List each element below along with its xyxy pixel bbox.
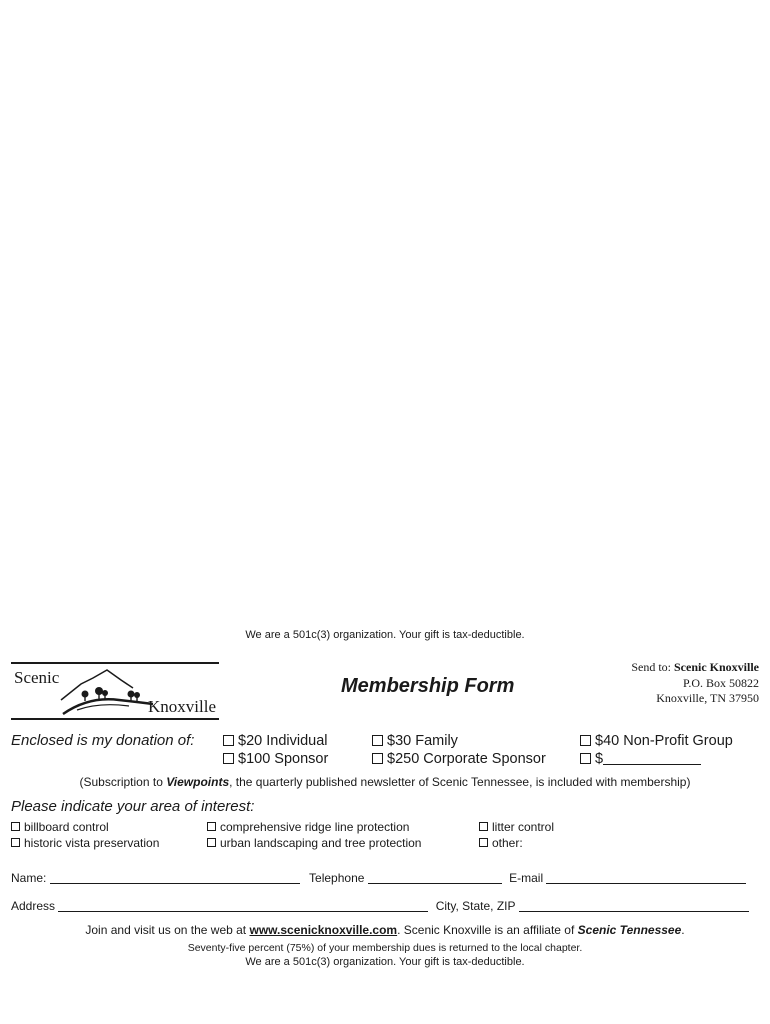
interest-litter[interactable]: litter control	[479, 820, 554, 834]
contact-row	[11, 871, 746, 885]
address-label: Address	[11, 899, 56, 913]
newsletter-name: Viewpoints	[166, 775, 230, 789]
name-label: Name:	[11, 871, 47, 885]
checkbox-icon[interactable]	[580, 753, 591, 764]
logo	[11, 660, 219, 722]
interest-ridge-line[interactable]: comprehensive ridge line protection	[207, 820, 409, 834]
checkbox-icon[interactable]	[479, 838, 488, 847]
donation-label: Enclosed is my donation of:	[11, 732, 195, 749]
bottom-tax-note: We are a 501c(3) organization. Your gift is tax-deductible.	[245, 956, 525, 968]
form-title: Membership Form	[341, 675, 515, 697]
name-field[interactable]	[50, 871, 300, 884]
donation-option-40[interactable]: $40 Non-Profit Group	[580, 733, 733, 749]
checkbox-icon[interactable]	[223, 753, 234, 764]
address-row	[11, 899, 749, 913]
donation-option-250[interactable]: $250 Corporate Sponsor	[372, 751, 546, 767]
checkbox-icon[interactable]	[372, 735, 383, 746]
city-field[interactable]	[519, 899, 749, 912]
checkbox-icon[interactable]	[372, 753, 383, 764]
checkbox-icon[interactable]	[479, 822, 488, 831]
checkbox-icon[interactable]	[580, 735, 591, 746]
telephone-label: Telephone	[309, 871, 365, 885]
website-link[interactable]: www.scenicknoxville.com	[249, 923, 398, 937]
donation-option-20[interactable]: $20 Individual	[223, 733, 328, 749]
checkbox-icon[interactable]	[11, 838, 20, 847]
email-field[interactable]	[546, 871, 746, 884]
email-label: E-mail	[509, 871, 544, 885]
interest-urban-landscaping[interactable]: urban landscaping and tree protection	[207, 836, 421, 850]
send-to-prefix: Send to:	[631, 660, 671, 674]
donation-amount-line[interactable]	[603, 752, 701, 765]
affiliate-name: Scenic Tennessee	[577, 923, 682, 937]
donation-option-other[interactable]: $	[580, 751, 701, 767]
interest-other[interactable]: other:	[479, 836, 523, 850]
interest-billboard[interactable]: billboard control	[11, 820, 109, 834]
interest-historic-vista[interactable]: historic vista preservation	[11, 836, 159, 850]
logo-top-rule	[11, 662, 219, 664]
telephone-field[interactable]	[368, 871, 502, 884]
send-to-pobox: P.O. Box 50822	[682, 675, 759, 690]
checkbox-icon[interactable]	[207, 838, 216, 847]
donation-option-30[interactable]: $30 Family	[372, 733, 458, 749]
checkbox-icon[interactable]	[207, 822, 216, 831]
send-to-org: Scenic Knoxville	[674, 660, 759, 674]
send-to-city: Knoxville, TN 37950	[656, 691, 759, 705]
donation-option-100[interactable]: $100 Sponsor	[223, 751, 328, 767]
send-to-block	[631, 660, 759, 707]
dues-note: Seventy-five percent (75%) of your membership dues is returned to the local chapter.	[187, 942, 583, 954]
checkbox-icon[interactable]	[223, 735, 234, 746]
city-label: City, State, ZIP	[435, 899, 516, 913]
checkbox-icon[interactable]	[11, 822, 20, 831]
subscription-note: (Subscription to Viewpoints, the quarterly published newsletter of Scenic Tennessee, is included with membership)	[79, 775, 691, 789]
mountain-trees-icon	[59, 666, 154, 718]
address-field[interactable]	[58, 899, 428, 912]
footer-join: Join and visit us on the web at www.scenicknoxville.com. Scenic Knoxville is an affiliate of Scenic Tennessee.	[85, 923, 685, 937]
logo-word-scenic: Scenic	[14, 668, 60, 687]
logo-word-knoxville: Knoxville	[148, 697, 216, 716]
top-tax-note: We are a 501c(3) organization. Your gift is tax-deductible.	[245, 629, 525, 641]
logo-bottom-rule	[11, 718, 219, 720]
interest-label: Please indicate your area of interest:	[11, 798, 255, 815]
